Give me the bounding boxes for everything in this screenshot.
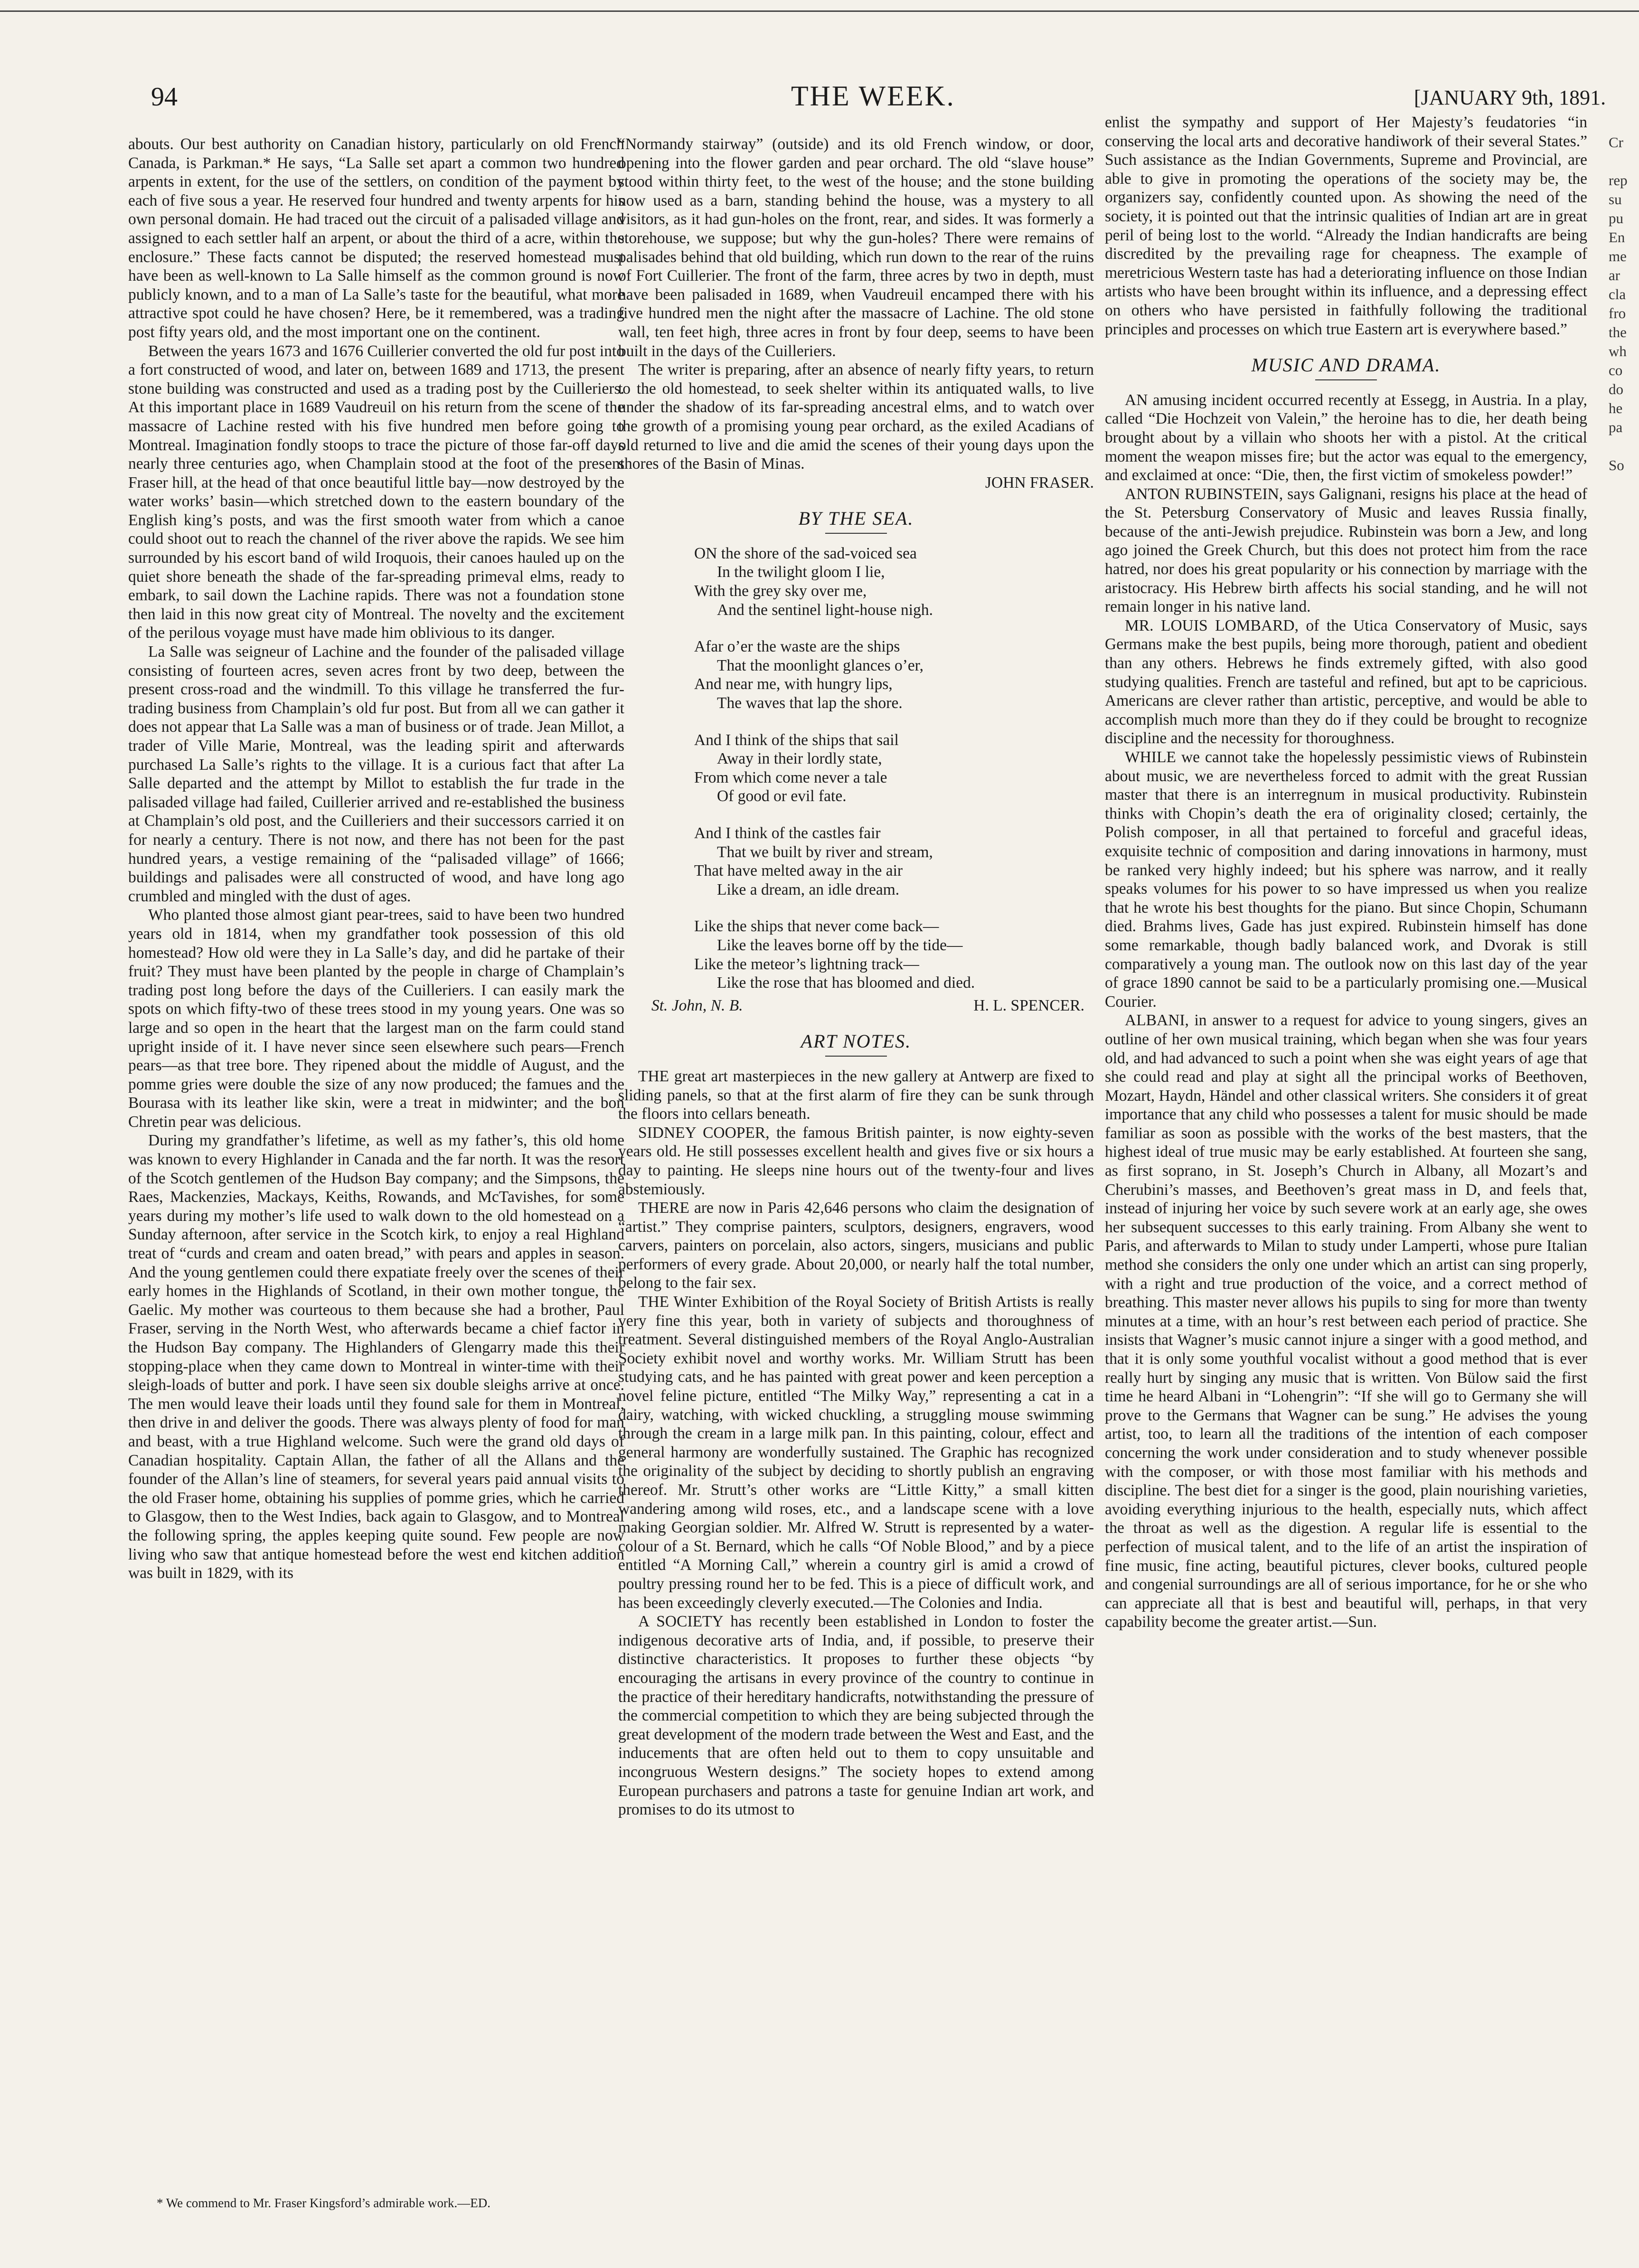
- poem-author: H. L. SPENCER.: [973, 996, 1084, 1014]
- issue-date: [JANUARY 9th, 1891.: [1414, 86, 1606, 109]
- paragraph: Who planted those almost giant pear-trees, said to have been two hundred years old in 1814, when my grandfather took possession of this old homestead? How old were they in La Salle’s day, and did he partake of their fruit? They must have been planted by the people in charge of Champlain’s trading post long before the days of the Cuilleriers. I can easily mark the spots on which fifty-two of these trees stood in my young years. One was so large and so open in the heart that the largest man on the farm could stand upright inside of it. I have never since seen elsewhere such pears—French pears—as that tree bore. They ripened about the middle of August, and the pomme gries were double the size of any now produced; the famues and the Bourasa with its leather like skin, were a treat in midwinter; and the bon Chretin pear was delicious.: [128, 906, 624, 1131]
- paragraph: THE great art masterpieces in the new gallery at Antwerp are fixed to sliding panels, so that at the first alarm of fire they can be sunk through the floors into cellars beneath.: [618, 1067, 1094, 1123]
- paragraph: La Salle was seigneur of Lachine and the founder of the palisaded village consisting of fourteen acres, seven acres front by two deep, between the present cross-road and the windmill. To this village he transferred the fur-trading business from Champlain’s old fur post. But from all we can gather it does not appear that La Salle was a man of business or of trade. Jean Millot, a trader of Ville Marie, Montreal, was the leading spirit and afterwards purchased La Salle’s rights to the village. It is a curious fact that after La Salle departed and the attempt by Millot to establish the fur trade in the palisaded village had failed, Cuillerier arrived and re-established the business at Champlain’s old post, and the Cuilleriers and their successors carried it on for nearly a century. There is not now, and there has not been for the past hundred years, a vestige remaining of the “palisaded village” of 1666; buildings and palisades were all constructed of wood, and have long ago crumbled and mingled with the dust of ages.: [128, 643, 624, 905]
- poem-line: That have melted away in the air: [694, 862, 903, 880]
- poem-title: BY THE SEA.: [798, 508, 914, 529]
- fragment: co: [1609, 362, 1623, 378]
- fragment: Cr: [1609, 134, 1623, 151]
- paragraph: A SOCIETY has recently been established in London to foster the indigenous decorative arts of India, and, if possible, to preserve their distinctive characteristics. It proposes to further these objects “by encouraging the artisans in every province of the country to continue in the practice of their hereditary handicrafts, notwithstanding the pressure of the commercial competition to which they are being subjected through the great development of the modern trade between the West and East, and the inducements that are often held out to them to copy unsuitable and incongruous Western designs.” The society hopes to extend among European purchasers and patrons a taste for genuine Indian art work, and promises to do its utmost to: [618, 1613, 1094, 1819]
- column-2: [618, 135, 1094, 1819]
- poem-stanza: [694, 824, 1094, 899]
- poem-line: ON the shore of the sad-voiced sea: [694, 544, 917, 562]
- fragment: do: [1609, 381, 1623, 397]
- poem-signature: [651, 996, 1084, 1015]
- page-top-rule: [0, 0, 1639, 12]
- adjacent-page-fragments: [1609, 133, 1639, 475]
- poem-line: Afar o’er the waste are the ships: [694, 638, 900, 656]
- footnote: * We commend to Mr. Fraser Kingsford’s admirable work.—ED.: [157, 2196, 490, 2210]
- fragment: rep: [1609, 172, 1628, 189]
- poem-line: From which come never a tale: [694, 768, 887, 786]
- fragment: su: [1609, 191, 1622, 208]
- music-drama-title: MUSIC AND DRAMA.: [1251, 354, 1441, 376]
- fragment: the: [1609, 324, 1627, 340]
- paragraph: SIDNEY COOPER, the famous British painter, is now eighty-seven years old. He still possesses excellent health and gives five or six hours a day to painting. He sleeps nine hours out of the twenty-four and lives abstemiously.: [618, 1124, 1094, 1198]
- art-notes-title: ART NOTES.: [801, 1030, 912, 1052]
- section-rule: [1315, 379, 1377, 380]
- fragment: [1609, 437, 1639, 456]
- paragraph: ALBANI, in answer to a request for advice to young singers, gives an outline of her own musical training, which began when she was four years old, and had advanced to such a point when she was eight years of age that she could read and play at sight all the principal works of Beethoven, Mozart, Haydn, Händel and other classical writers. She considers it of great importance that any child who possesses a talent for music should be made familiar as soon as possible with the works of the best masters, that the highest ideal of true music may be early established. At fourteen she sang, as first soprano, in St. Joseph’s Church in Albany, all Mozart’s and Cherubini’s masses, and Beethoven’s great mass in D, and feels that, instead of injuring her voice by such severe work at an early age, she owes her subsequent successes to this early training. From Albany she went to Paris, and afterwards to Milan to study under Lamperti, whose pure Italian method she considers the only one under which an artist can sing properly, with a right and true production of the voice, and a correct method of breathing. This master never allows his pupils to sing for more than twenty minutes at a time, with an hour’s rest between each period of practice. She insists that Wagner’s music cannot injure a singer with a good method, and that it is only some youthful vocalist without a good method that is ever really hurt by singing any music that is written. Von Bülow said the first time he heard Albani in “Lohengrin”: “If she will go to Germany she will prove to the Germans that Wagner can be sung.” He advises the young artist, too, to learn all the traditions of the intention of each composer concerning the work under consideration and to study whenever possible with the composer, or with those most familiar with his methods and discipline. The best diet for a singer is the good, plain nourishing varieties, avoiding everything injurious to the health, especially nuts, which affect the throat as well as the digestion. A regular life is essential to the perfection of musical talent, and to the life of an artist the inspiration of fine music, fine acting, beautiful pictures, clever books, cultured people and congenial surroundings are all of serious importance, for he or she who can appreciate all that is best and beautiful will, perhaps, in that very capability become the greater artist.—Sun.: [1105, 1011, 1587, 1631]
- section-rule: [825, 1056, 887, 1057]
- poem-line: Like the leaves borne off by the tide—: [717, 936, 963, 954]
- paragraph: ANTON RUBINSTEIN, says Galignani, resigns his place at the head of the St. Petersburg Conservatory of Music and leaves Russia finally, because of the anti-Jewish prejudice. Rubinstein was born a Jew, and long ago joined the Greek Church, but this does not protect him from the race hatred, nor does his great popularity or his connection by marriage with the aristocracy. His Hebrew birth affects his social standing, and he will not remain longer in his native land.: [1105, 485, 1587, 616]
- paragraph: THERE are now in Paris 42,646 persons who claim the designation of “artist.” They comprise painters, sculptors, designers, engravers, wood carvers, painters on porcelain, also actors, singers, musicians and public performers of every grade. About 20,000, or nearly half the total number, belong to the fair sex.: [618, 1199, 1094, 1292]
- poem-line: And the sentinel light-house nigh.: [717, 601, 933, 619]
- poem-line: With the grey sky over me,: [694, 582, 867, 600]
- poem-stanza: [694, 544, 1094, 619]
- paragraph: AN amusing incident occurred recently at Essegg, in Austria. In a play, called “Die Hochzeit von Valein,” the heroine has to die, her death being brought about by a villain who shoots her with a pistol. At the critical moment the weapon misses fire; but the actor was equal to the emergency, and exclaimed at once: “Die, then, the first victim of smokeless powder!”: [1105, 391, 1587, 484]
- poem-line: Of good or evil fate.: [717, 787, 847, 805]
- poem-line: Like the meteor’s lightning track—: [694, 955, 919, 973]
- paragraph: MR. LOUIS LOMBARD, of the Utica Conservatory of Music, says Germans make the best pupils, being more thorough, patient and obedient than any others. Hebrews he finds extremely gifted, with also good studying qualities. French are tasteful and refined, but apt to be capricious. Americans are clever rather than artistic, perceptive, and would be able to accomplish much more than they do if they could be brought to recognize discipline and the necessity for thoroughness.: [1105, 616, 1587, 747]
- fragment: [1609, 152, 1639, 171]
- poem-line: Away in their lordly state,: [717, 750, 882, 768]
- fragment: So: [1609, 457, 1624, 473]
- paragraph: THE Winter Exhibition of the Royal Society of British Artists is really very fine this year, both in variety of subjects and thoroughness of treatment. Several distinguished members of the Royal Anglo-Australian Society exhibit novel and worthy works. Mr. William Strutt has been studying cats, and he has painted with great power and keen perception a novel feline picture, entitled “The Milky Way,” representing a cat in a dairy, watching, with wicked chuckling, a struggling mouse swimming through the cream in a large milk pan. In this painting, colour, effect and general harmony are wonderfully sustained. The Graphic has recognized the originality of the subject by deciding to shortly publish an engraving thereof. Mr. Strutt’s other works are “Little Kitty,” a small kitten wandering among wild roses, etc., and a landscape scene with a love making Georgian soldier. Mr. Alfred W. Strutt is represented by a water-colour of a St. Bernard, which he calls “Of Noble Blood,” and by a piece entitled “A Morning Call,” wherein a country girl is amid a crowd of poultry pressing round her to be fed. This is a piece of difficult work, and has been exceedingly cleverly executed.—The Colonies and India.: [618, 1293, 1094, 1612]
- fragment: me: [1609, 248, 1627, 265]
- poem-line: That we built by river and stream,: [717, 843, 933, 861]
- paragraph: “Normandy stairway” (outside) and its old French window, or door, opening into the flower garden and pear orchard. The old “slave house” stood within thirty feet, to the west of the house; and the stone building now used as a barn, standing behind the house, was a mystery to all visitors, as it had gun-holes on the front, rear, and sides. It was formerly a storehouse, we suppose; but why the gun-holes? There were remains of palisades behind that old building, which run down to the rear of the ruins of Fort Cuillerier. The front of the farm, three acres by two in depth, must have been palisaded in 1689, when Vaudreuil encamped there with his five hundred men the night after the massacre of Lachine. The old stone wall, ten feet high, three acres in front by four deep, seems to have been built in the days of the Cuilleriers.: [618, 135, 1094, 360]
- fragment: cla: [1609, 286, 1626, 302]
- poem-line: And I think of the ships that sail: [694, 731, 899, 749]
- fragment: pu: [1609, 210, 1623, 227]
- poem-line: And near me, with hungry lips,: [694, 675, 893, 693]
- section-rule: [825, 533, 887, 534]
- paragraph: The writer is preparing, after an absence of nearly fifty years, to return to the old homestead, to seek shelter within its antiquated walls, to live under the shadow of its far-spreading ancestral elms, and to watch over the growth of a promising young pear orchard, as the exiled Acadians of old returned to live and die amid the scenes of their young days upon the shores of the Basin of Minas.: [618, 361, 1094, 473]
- poem-stanza: [694, 917, 1094, 992]
- poem-line: In the twilight gloom I lie,: [717, 563, 885, 581]
- poem-line: Like the rose that has bloomed and died.: [717, 974, 975, 992]
- poem-stanza: [694, 637, 1094, 712]
- poem-line: Like a dream, an idle dream.: [717, 880, 900, 898]
- poem-line: The waves that lap the shore.: [717, 694, 903, 712]
- poem-stanza: [694, 731, 1094, 806]
- page-number: 94: [151, 82, 178, 112]
- poem-line: Like the ships that never come back—: [694, 917, 939, 936]
- paragraph: enlist the sympathy and support of Her Majesty’s feudatories “in conserving the local arts and decorative handiwork of their several States.” Such assistance as the Indian Governments, Supreme and Provincial, are able to give in promoting the operations of the society may be, the organizers say, confidently counted upon. As showing the need of the society, it is pointed out that the intrinsic qualities of Indian art are in great peril of being lost to the world. “Already the Indian handicrafts are being discredited by the prevailing rage for cheapness. The example of meretricious Western taste has had a deteriorating influence on those Indian artists who have been brought within its influence, and a depressing effect on others who have persisted in faithfully following the traditional principles and processes on which true Eastern art is everywhere based.”: [1105, 113, 1587, 338]
- poem-line: And I think of the castles fair: [694, 824, 881, 842]
- fragment: En: [1609, 229, 1625, 246]
- masthead-title: THE WEEK.: [791, 80, 955, 112]
- column-1: [128, 135, 624, 1583]
- fragment: fro: [1609, 305, 1626, 321]
- paragraph: WHILE we cannot take the hopelessly pessimistic views of Rubinstein about music, we are nevertheless forced to admit with the great Russian master that there is an interregnum in musical productivity. Rubinstein thinks with Chopin’s death the era of originality closed; certainly, the Polish composer, in all that pertained to forceful and graceful ideas, exquisite technic of composition and daring innovations in harmony, must be ranked very highly indeed; but his sphere was narrow, and it really speaks volumes for his power to so have impressed us when you realize that he wrote his best thoughts for the piano. But since Chopin, Schumann died. Brahms lives, Gade has just expired. Rubinstein himself has done some remarkable, though badly balanced work, and Dvorak is still comparatively a young man. The outlook now on this last day of the year of grace 1890 cannot be said to be a particularly promising one.—Musical Courier.: [1105, 748, 1587, 1011]
- column-3: [1105, 113, 1587, 1632]
- fragment: pa: [1609, 419, 1623, 435]
- paragraph: During my grandfather’s lifetime, as well as my father’s, this old home was known to every Highlander in Canada and the far north. It was the resort of the Scotch gentlemen of the Hudson Bay company; and the Simpsons, the Raes, Mackenzies, Mackays, Keiths, Rowands, and McTavishes, for some years during my mother’s life used to walk down to the old homestead on a Sunday afternoon, after service in the Scotch kirk, to enjoy a real Highland treat of “curds and cream and oaten bread,” with pears and apples in season. And the young gentlemen could there expatiate freely over the scenes of their early homes in the Highlands of Scotland, in their own mother tongue, the Gaelic. My mother was courteous to them because she had a brother, Paul Fraser, serving in the North West, who afterwards became a chief factor in the Hudson Bay company. The Highlanders of Glengarry made this their stopping-place when they came down to Montreal in winter-time with their sleigh-loads of butter and pork. I have seen six double sleighs arrive at once. The men would leave their loads until they found sale for them in Montreal, then drive in and deliver the goods. There was always plenty of food for man and beast, with a true Highland welcome. Such were the grand old days of Canadian hospitality. Captain Allan, the father of all the Allans and the founder of the Allan’s line of steamers, for several years paid annual visits to the old Fraser home, obtaining his supplies of pomme gries, which he carried to Glasgow, then to the West Indies, back again to Glasgow, and to Montreal the following spring, the apples keeping quite sound. Few people are now living who saw that antique homestead before the west end kitchen addition was built in 1829, with its: [128, 1132, 624, 1582]
- poem-place: St. John, N. B.: [651, 996, 743, 1014]
- poem-line: That the moonlight glances o’er,: [717, 656, 923, 674]
- fragment: he: [1609, 400, 1623, 416]
- fragment: wh: [1609, 343, 1627, 359]
- fragment: ar: [1609, 267, 1620, 284]
- paragraph: Between the years 1673 and 1676 Cuillerier converted the old fur post into a fort constructed of wood, and later on, between 1689 and 1713, the present stone building was constructed and used as a trading post by the Cuilleriers. At this important place in 1689 Vaudreuil on his return from the scene of the massacre of Lachine rested with his five hundred men before going to Montreal. Imagination fondly stoops to trace the picture of those far-off days nearly three centuries ago, when Champlain stood at the foot of the present Fraser hill, at the head of that once beautiful little bay—now destroyed by the water works’ basin—which stretched down to the eastern boundary of the English king’s posts, and was the first smooth water from which a canoe could shoot out to reach the channel of the river above the rapids. We see him surrounded by his escort band of wild Iroquois, their canoes hauled up on the quiet shore beneath the shade of the far-spreading primeval elms, ready to embark, to sail down the Lachine rapids. There was not a foundation stone then laid in this now great city of Montreal. The novelty and the excitement of the perilous voyage must have made him oblivious to its danger.: [128, 342, 624, 642]
- article-author: JOHN FRASER.: [985, 473, 1094, 491]
- paragraph: abouts. Our best authority on Canadian history, particularly on old French Canada, is Parkman.* He says, “La Salle set apart a common two hundred arpents in extent, for the use of the settlers, on condition of the payment by each of five sous a year. He reserved four hundred and twenty arpents for his own personal domain. He had traced out the circuit of a palisaded village and assigned to each settler half an arpent, or about the third of a acre, within the enclosure.” These facts cannot be disputed; the reserved homestead must have been as well-known to La Salle himself as the common ground is now publicly known, and to a man of La Salle’s taste for the beautiful, what more attractive spot could he have chosen? Here, be it remembered, was a trading post fifty years old, and the most important one on the continent.: [128, 135, 624, 341]
- poem: [694, 544, 1094, 992]
